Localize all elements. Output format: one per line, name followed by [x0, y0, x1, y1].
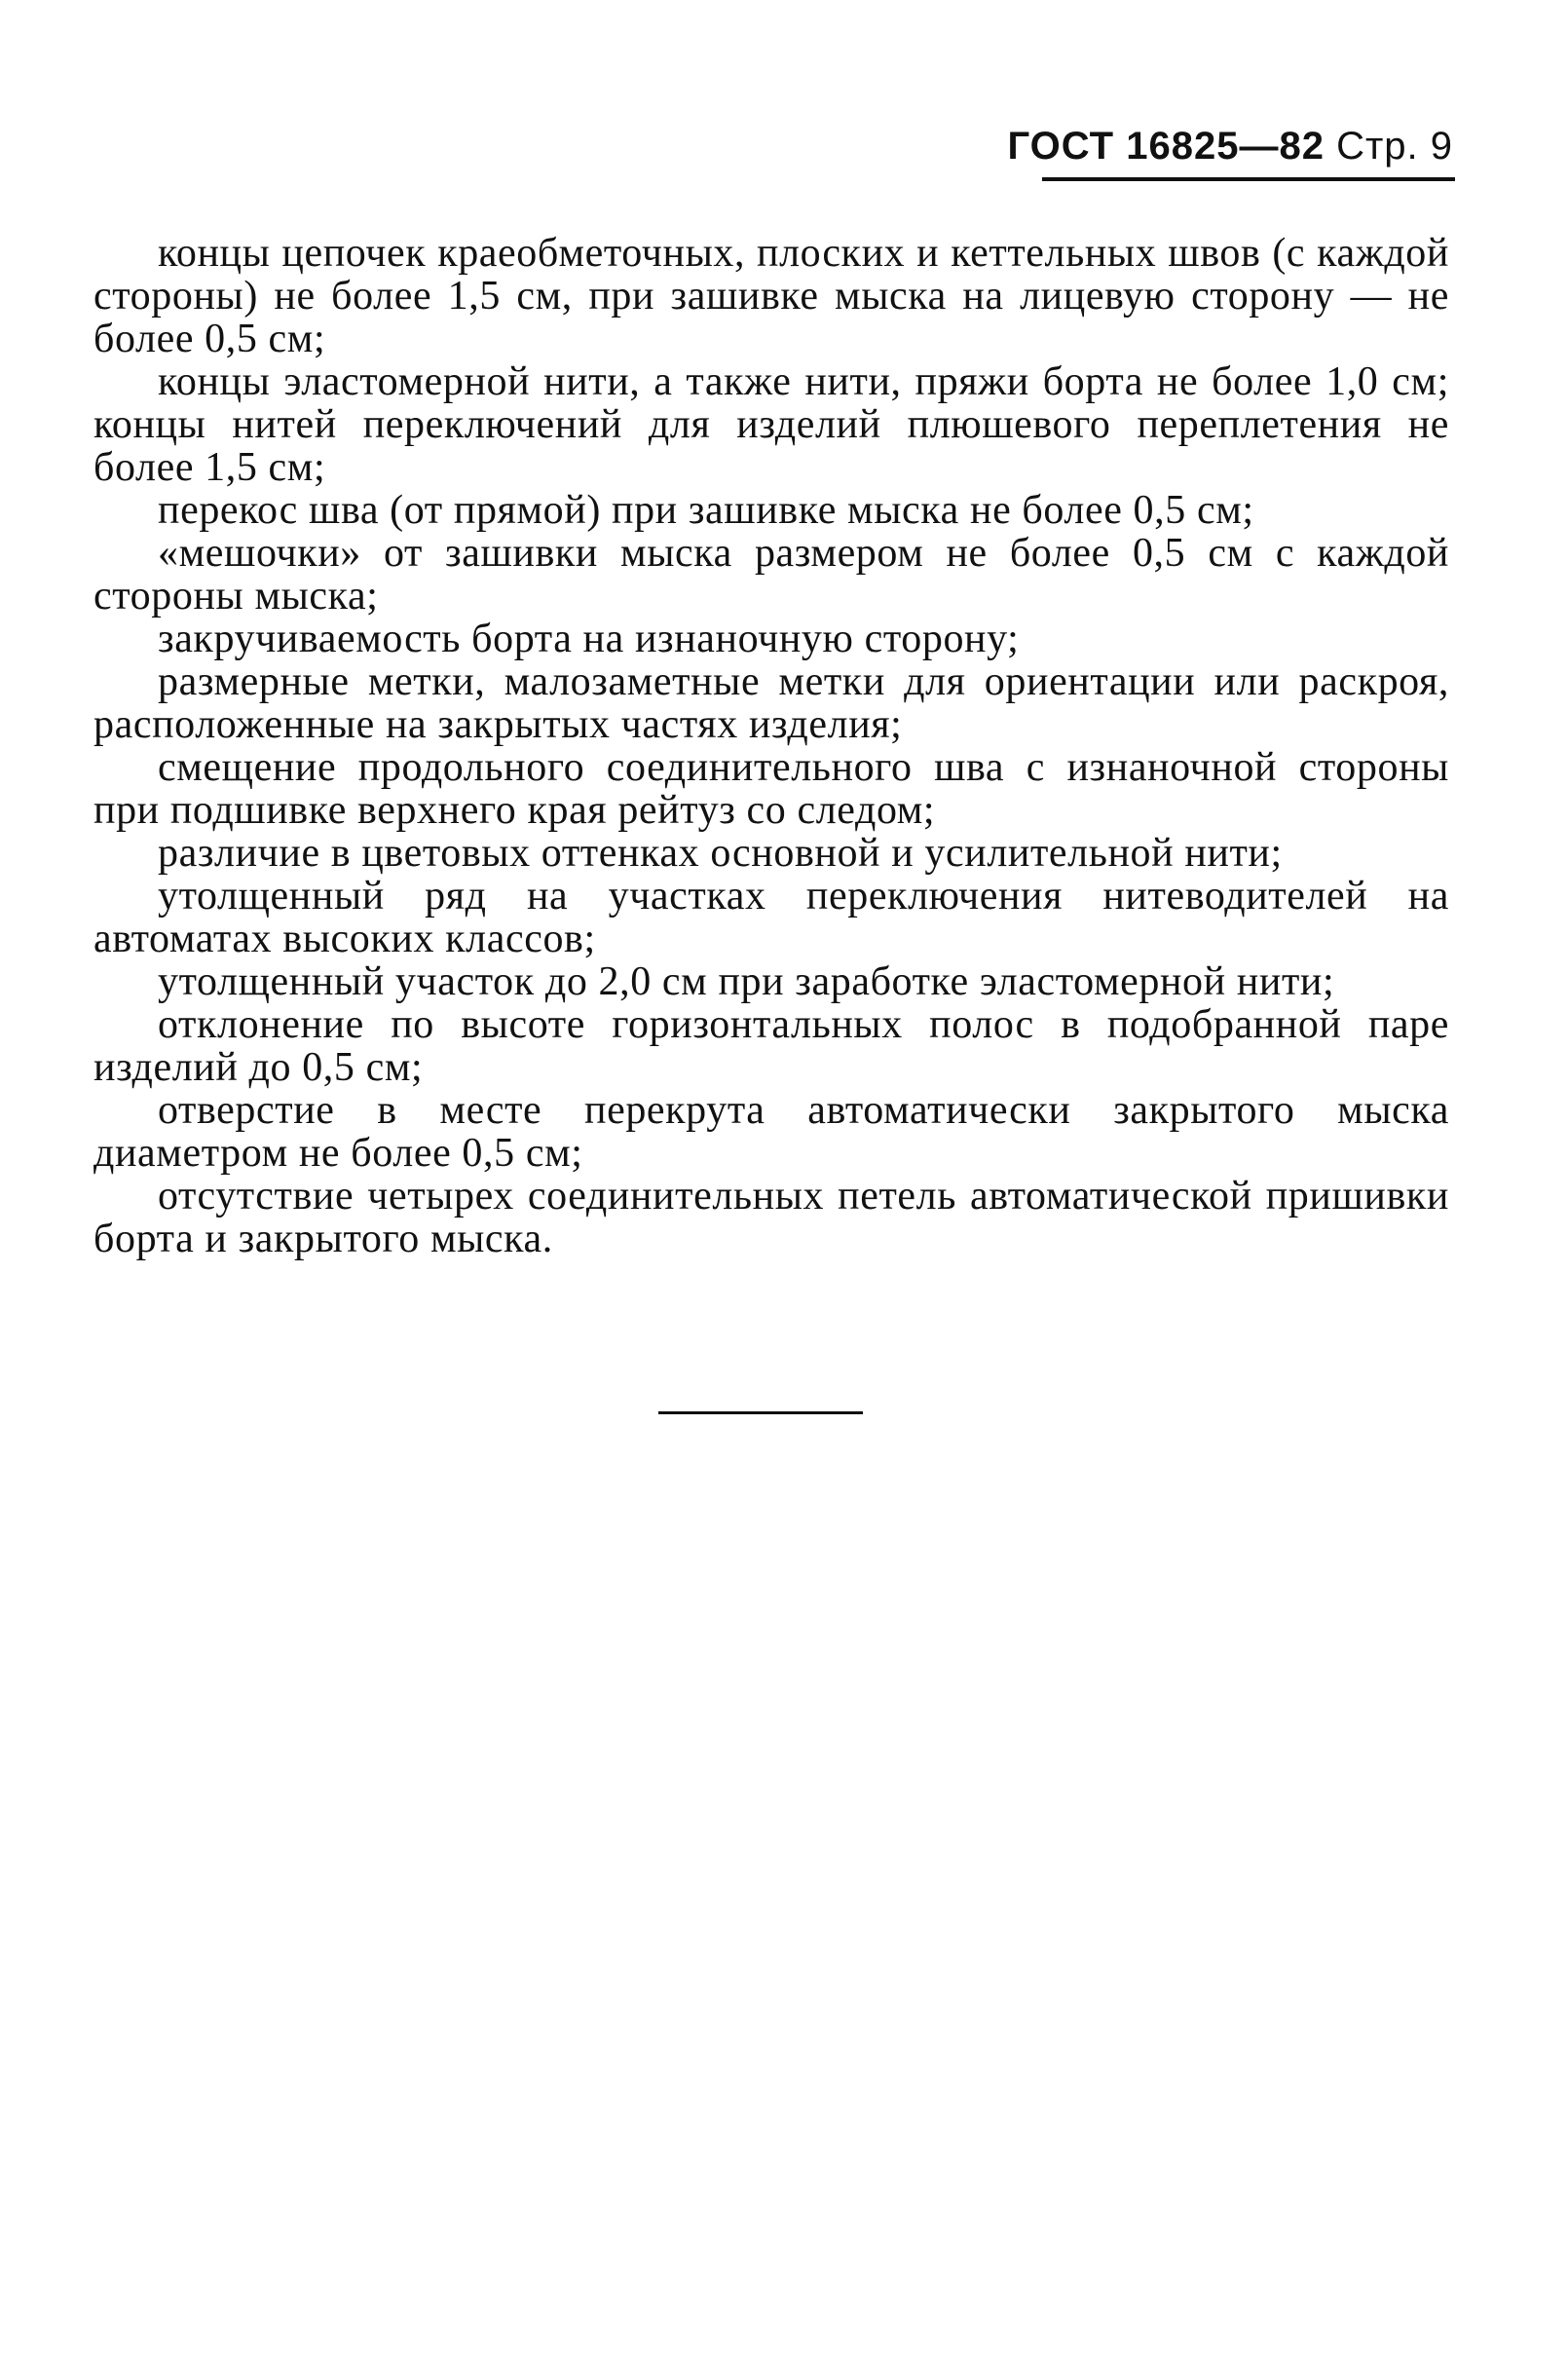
header-rule [1042, 177, 1455, 181]
page-number: Стр. 9 [1336, 125, 1453, 168]
list-item: утолщенный ряд на участках переключения нитеводителей на автоматах высоких классов; [93, 874, 1449, 961]
page-header [1008, 125, 1453, 169]
end-rule [658, 1411, 863, 1414]
body-text [93, 232, 1449, 1260]
list-item: смещение продольного соединительного шва с изнаночной стороны при подшивке верхнего края рейтуз со следом; [93, 745, 1449, 833]
list-item: перекос шва (от прямой) при зашивке мыска не более 0,5 см; [158, 488, 1254, 533]
list-item: отверстие в месте перекрута автоматически закрытого мыска диаметром не более 0,5 см; [93, 1088, 1449, 1176]
list-item: утолщенный участок до 2,0 см при заработке эластомерной нити; [158, 959, 1335, 1004]
list-item: различие в цветовых оттенках основной и усилительной нити; [158, 831, 1283, 876]
list-item: размерные метки, малозаметные метки для ориентации или раскроя, расположенные на закрытых частях изделия; [93, 659, 1449, 747]
standard-number: ГОСТ 16825—82 [1007, 125, 1325, 168]
list-item: отклонение по высоте горизонтальных полос в подобранной паре изделий до 0,5 см; [93, 1002, 1449, 1090]
list-item: концы цепочек краеобметочных, плоских и кеттельных швов (с каждой стороны) не более 1,5 см, при зашивке мыска на лицевую сторону — не более 0,5 см; [93, 231, 1449, 361]
list-item: закручиваемость борта на изнаночную сторону; [158, 617, 1020, 661]
list-item: «мешочки» от зашивки мыска размером не более 0,5 см с каждой стороны мыска; [93, 531, 1449, 619]
list-item: концы эластомерной нити, а также нити, пряжи борта не более 1,0 см; концы нитей переключений для изделий плюшевого переплетения не более 1,5 см; [93, 359, 1449, 490]
list-item: отсутствие четырех соединительных петель автоматической пришивки борта и закрытого мыска. [93, 1174, 1449, 1261]
